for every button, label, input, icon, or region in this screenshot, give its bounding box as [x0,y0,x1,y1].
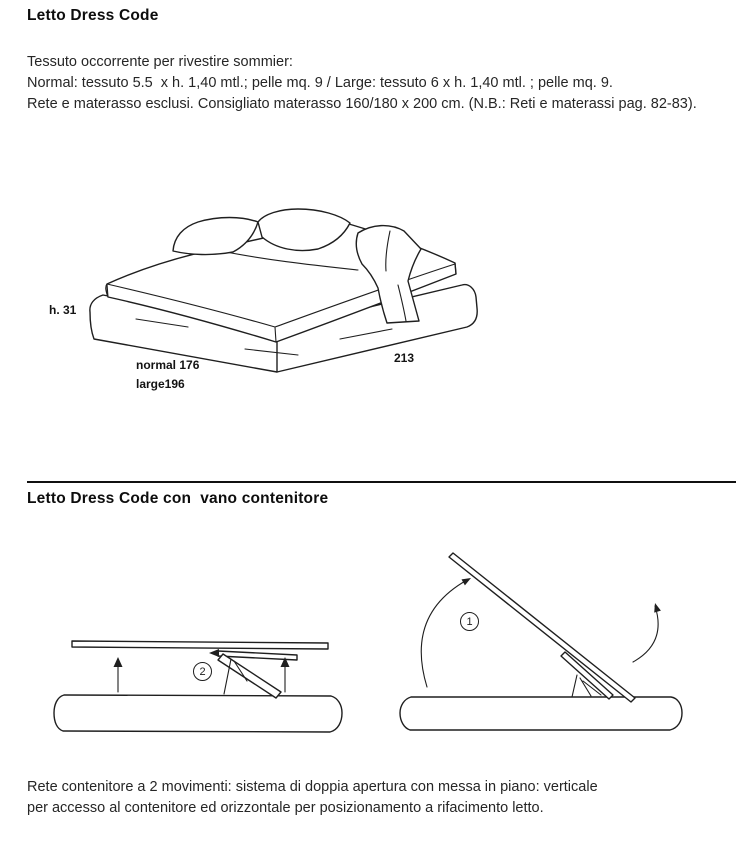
width-normal-dimension-label: normal 176 [136,358,200,372]
bed-base [54,695,342,732]
rotation-arrow-large [421,578,471,687]
height-dimension-label: h. 31 [49,303,77,317]
sommier-description [27,52,697,115]
up-arrow-left [114,657,123,692]
page-title: Letto Dress Code [27,7,159,24]
horizontal-lift-diagram [50,555,350,745]
up-arrow-right [281,657,290,692]
mechanism-caption [27,777,598,819]
section-divider [27,481,736,483]
description-line-2: Normal: tessuto 5.5 x h. 1,40 mtl.; pelle mq. 9 / Large: tessuto 6 x h. 1,40 mtl. ; pelle mq. 9. [27,75,613,91]
description-line-1: Tessuto occorrente per rivestire sommier: [27,54,293,70]
bed-line-drawing [40,203,490,408]
bed-base [400,697,682,730]
scissor-mechanism [218,654,281,698]
caption-line-2: per accesso al contenitore ed orizzontale per posizionamento a rifacimento letto. [27,800,544,816]
step-number: 2 [199,665,206,678]
width-large-dimension-label: large196 [136,377,185,391]
description-line-3: Rete e materasso esclusi. Consigliato materasso 160/180 x 200 cm. (N.B.: Reti e materassi pag. 82-83). [27,96,697,112]
step-badge-horizontal [193,662,212,681]
section-title-vano-contenitore: Letto Dress Code con vano contenitore [27,490,329,507]
length-dimension-label: 213 [394,351,415,365]
lifted-platform [72,641,328,660]
vertical-tilt-diagram [395,540,695,740]
tilted-platform [449,553,635,702]
rotation-arrow-small [633,603,661,662]
caption-line-1: Rete contenitore a 2 movimenti: sistema di doppia apertura con messa in piano: verticale [27,779,598,795]
step-number: 1 [466,615,473,628]
step-badge-vertical [460,612,479,631]
